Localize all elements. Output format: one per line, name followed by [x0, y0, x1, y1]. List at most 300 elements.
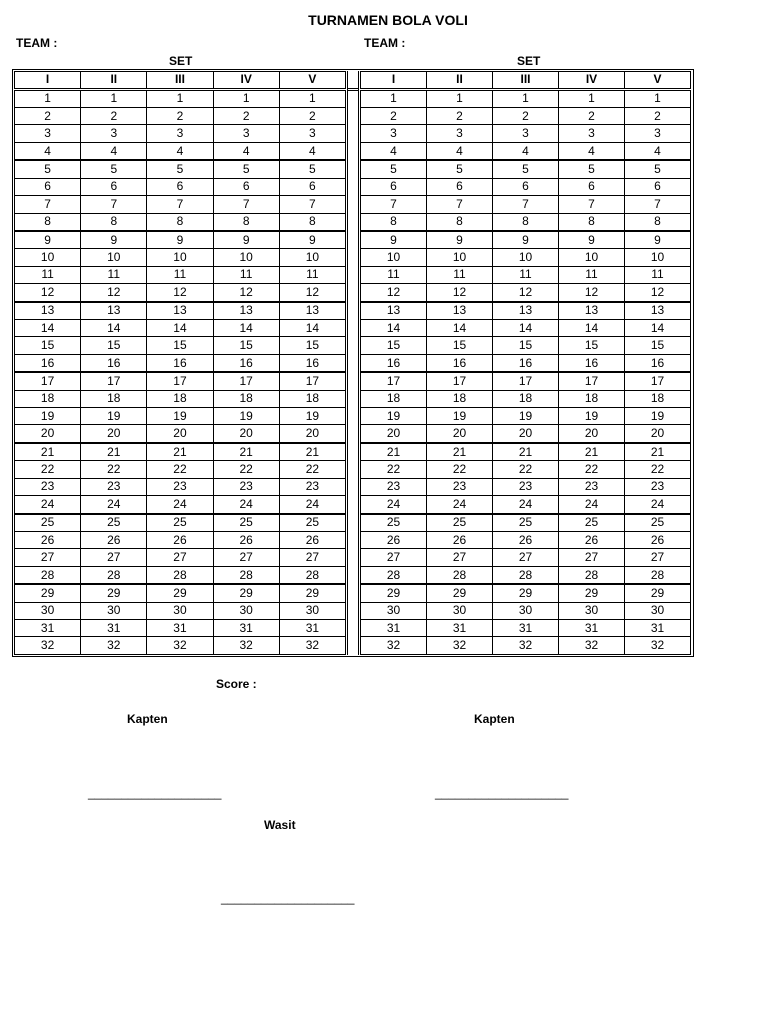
left-point-cell[interactable]: 15 [279, 337, 345, 354]
right-point-cell[interactable]: 28 [493, 566, 559, 584]
left-point-cell[interactable]: 23 [279, 478, 345, 495]
left-point-cell[interactable]: 3 [147, 125, 213, 142]
right-point-cell[interactable]: 25 [427, 514, 493, 532]
right-point-cell[interactable]: 27 [559, 549, 625, 566]
right-point-cell[interactable]: 22 [493, 461, 559, 478]
left-point-cell[interactable]: 2 [279, 108, 345, 125]
right-point-cell[interactable]: 26 [427, 531, 493, 548]
right-point-cell[interactable]: 3 [559, 125, 625, 142]
right-point-cell[interactable]: 31 [493, 620, 559, 637]
left-point-cell[interactable]: 12 [15, 284, 81, 302]
right-point-cell[interactable]: 3 [493, 125, 559, 142]
right-point-cell[interactable]: 30 [427, 602, 493, 619]
left-point-cell[interactable]: 18 [279, 390, 345, 407]
right-point-cell[interactable]: 1 [625, 89, 691, 107]
right-point-cell[interactable]: 29 [361, 584, 427, 602]
right-point-cell[interactable]: 2 [559, 108, 625, 125]
right-point-cell[interactable]: 20 [427, 425, 493, 443]
left-point-cell[interactable]: 18 [15, 390, 81, 407]
right-point-cell[interactable]: 22 [559, 461, 625, 478]
left-point-cell[interactable]: 4 [279, 142, 345, 160]
left-point-cell[interactable]: 21 [213, 443, 279, 461]
right-point-cell[interactable]: 13 [625, 302, 691, 320]
right-point-cell[interactable]: 24 [559, 496, 625, 514]
right-point-cell[interactable]: 6 [427, 178, 493, 195]
left-point-cell[interactable]: 19 [81, 408, 147, 425]
right-point-cell[interactable]: 2 [361, 108, 427, 125]
right-point-cell[interactable]: 21 [427, 443, 493, 461]
right-point-cell[interactable]: 26 [361, 531, 427, 548]
left-point-cell[interactable]: 1 [213, 89, 279, 107]
left-point-cell[interactable]: 18 [213, 390, 279, 407]
right-point-cell[interactable]: 16 [559, 354, 625, 372]
left-point-cell[interactable]: 3 [279, 125, 345, 142]
left-point-cell[interactable]: 29 [15, 584, 81, 602]
left-point-cell[interactable]: 27 [147, 549, 213, 566]
left-point-cell[interactable]: 6 [15, 178, 81, 195]
left-point-cell[interactable]: 13 [147, 302, 213, 320]
left-point-cell[interactable]: 27 [15, 549, 81, 566]
left-point-cell[interactable]: 14 [279, 320, 345, 337]
left-point-cell[interactable]: 7 [15, 196, 81, 213]
right-point-cell[interactable]: 9 [559, 231, 625, 249]
right-point-cell[interactable]: 28 [427, 566, 493, 584]
right-point-cell[interactable]: 27 [625, 549, 691, 566]
left-point-cell[interactable]: 7 [81, 196, 147, 213]
left-point-cell[interactable]: 8 [147, 213, 213, 231]
right-point-cell[interactable]: 32 [493, 637, 559, 655]
left-point-cell[interactable]: 29 [279, 584, 345, 602]
left-point-cell[interactable]: 32 [147, 637, 213, 655]
right-point-cell[interactable]: 22 [361, 461, 427, 478]
right-point-cell[interactable]: 19 [625, 408, 691, 425]
right-point-cell[interactable]: 24 [361, 496, 427, 514]
right-point-cell[interactable]: 23 [361, 478, 427, 495]
right-point-cell[interactable]: 32 [361, 637, 427, 655]
right-point-cell[interactable]: 5 [559, 160, 625, 178]
left-point-cell[interactable]: 25 [15, 514, 81, 532]
right-point-cell[interactable]: 9 [493, 231, 559, 249]
left-point-cell[interactable]: 10 [15, 249, 81, 266]
right-point-cell[interactable]: 14 [361, 320, 427, 337]
left-point-cell[interactable]: 17 [213, 372, 279, 390]
right-point-cell[interactable]: 30 [493, 602, 559, 619]
right-point-cell[interactable]: 30 [361, 602, 427, 619]
right-point-cell[interactable]: 25 [361, 514, 427, 532]
left-point-cell[interactable]: 3 [81, 125, 147, 142]
right-point-cell[interactable]: 18 [625, 390, 691, 407]
left-point-cell[interactable]: 15 [81, 337, 147, 354]
right-point-cell[interactable]: 3 [361, 125, 427, 142]
right-point-cell[interactable]: 18 [361, 390, 427, 407]
left-point-cell[interactable]: 8 [15, 213, 81, 231]
left-point-cell[interactable]: 15 [147, 337, 213, 354]
left-point-cell[interactable]: 30 [147, 602, 213, 619]
right-point-cell[interactable]: 29 [427, 584, 493, 602]
left-point-cell[interactable]: 9 [279, 231, 345, 249]
right-point-cell[interactable]: 6 [493, 178, 559, 195]
right-point-cell[interactable]: 25 [625, 514, 691, 532]
right-point-cell[interactable]: 13 [493, 302, 559, 320]
right-point-cell[interactable]: 2 [427, 108, 493, 125]
left-point-cell[interactable]: 20 [279, 425, 345, 443]
right-point-cell[interactable]: 27 [493, 549, 559, 566]
right-point-cell[interactable]: 23 [559, 478, 625, 495]
right-point-cell[interactable]: 30 [559, 602, 625, 619]
right-point-cell[interactable]: 10 [361, 249, 427, 266]
right-point-cell[interactable]: 19 [493, 408, 559, 425]
left-point-cell[interactable]: 15 [15, 337, 81, 354]
right-point-cell[interactable]: 1 [427, 89, 493, 107]
right-point-cell[interactable]: 10 [559, 249, 625, 266]
left-point-cell[interactable]: 25 [147, 514, 213, 532]
left-point-cell[interactable]: 25 [81, 514, 147, 532]
left-point-cell[interactable]: 26 [213, 531, 279, 548]
right-point-cell[interactable]: 10 [427, 249, 493, 266]
left-point-cell[interactable]: 11 [213, 266, 279, 283]
right-point-cell[interactable]: 11 [427, 266, 493, 283]
left-point-cell[interactable]: 22 [81, 461, 147, 478]
left-point-cell[interactable]: 13 [279, 302, 345, 320]
left-point-cell[interactable]: 15 [213, 337, 279, 354]
left-point-cell[interactable]: 2 [15, 108, 81, 125]
right-point-cell[interactable]: 6 [625, 178, 691, 195]
right-point-cell[interactable]: 13 [361, 302, 427, 320]
left-point-cell[interactable]: 16 [147, 354, 213, 372]
right-point-cell[interactable]: 23 [427, 478, 493, 495]
left-point-cell[interactable]: 16 [15, 354, 81, 372]
right-point-cell[interactable]: 22 [625, 461, 691, 478]
right-point-cell[interactable]: 31 [427, 620, 493, 637]
left-point-cell[interactable]: 5 [213, 160, 279, 178]
left-point-cell[interactable]: 7 [147, 196, 213, 213]
left-point-cell[interactable]: 23 [81, 478, 147, 495]
right-point-cell[interactable]: 18 [559, 390, 625, 407]
left-point-cell[interactable]: 14 [15, 320, 81, 337]
right-point-cell[interactable]: 20 [559, 425, 625, 443]
right-point-cell[interactable]: 26 [493, 531, 559, 548]
left-point-cell[interactable]: 28 [279, 566, 345, 584]
right-point-cell[interactable]: 1 [559, 89, 625, 107]
right-point-cell[interactable]: 16 [361, 354, 427, 372]
left-point-cell[interactable]: 7 [279, 196, 345, 213]
right-point-cell[interactable]: 17 [559, 372, 625, 390]
right-point-cell[interactable]: 21 [625, 443, 691, 461]
right-point-cell[interactable]: 21 [559, 443, 625, 461]
right-point-cell[interactable]: 7 [427, 196, 493, 213]
right-point-cell[interactable]: 31 [559, 620, 625, 637]
right-point-cell[interactable]: 7 [559, 196, 625, 213]
left-point-cell[interactable]: 21 [147, 443, 213, 461]
right-point-cell[interactable]: 17 [427, 372, 493, 390]
right-point-cell[interactable]: 9 [427, 231, 493, 249]
left-point-cell[interactable]: 18 [147, 390, 213, 407]
left-point-cell[interactable]: 14 [213, 320, 279, 337]
right-point-cell[interactable]: 14 [625, 320, 691, 337]
left-point-cell[interactable]: 9 [81, 231, 147, 249]
left-point-cell[interactable]: 28 [15, 566, 81, 584]
left-point-cell[interactable]: 18 [81, 390, 147, 407]
left-point-cell[interactable]: 10 [81, 249, 147, 266]
left-point-cell[interactable]: 2 [147, 108, 213, 125]
right-point-cell[interactable]: 28 [625, 566, 691, 584]
right-point-cell[interactable]: 19 [361, 408, 427, 425]
right-point-cell[interactable]: 25 [559, 514, 625, 532]
left-point-cell[interactable]: 5 [147, 160, 213, 178]
left-point-cell[interactable]: 30 [279, 602, 345, 619]
left-point-cell[interactable]: 27 [213, 549, 279, 566]
left-point-cell[interactable]: 28 [213, 566, 279, 584]
right-point-cell[interactable]: 27 [361, 549, 427, 566]
left-point-cell[interactable]: 32 [81, 637, 147, 655]
left-point-cell[interactable]: 6 [147, 178, 213, 195]
right-point-cell[interactable]: 24 [493, 496, 559, 514]
right-point-cell[interactable]: 5 [625, 160, 691, 178]
right-point-cell[interactable]: 15 [559, 337, 625, 354]
left-point-cell[interactable]: 14 [147, 320, 213, 337]
right-point-cell[interactable]: 1 [361, 89, 427, 107]
right-point-cell[interactable]: 4 [361, 142, 427, 160]
left-point-cell[interactable]: 1 [15, 89, 81, 107]
right-point-cell[interactable]: 32 [427, 637, 493, 655]
left-point-cell[interactable]: 26 [279, 531, 345, 548]
right-point-cell[interactable]: 27 [427, 549, 493, 566]
right-point-cell[interactable]: 30 [625, 602, 691, 619]
left-point-cell[interactable]: 24 [147, 496, 213, 514]
left-point-cell[interactable]: 1 [147, 89, 213, 107]
left-point-cell[interactable]: 31 [15, 620, 81, 637]
right-point-cell[interactable]: 29 [493, 584, 559, 602]
left-point-cell[interactable]: 31 [81, 620, 147, 637]
right-point-cell[interactable]: 4 [493, 142, 559, 160]
right-point-cell[interactable]: 25 [493, 514, 559, 532]
left-point-cell[interactable]: 7 [213, 196, 279, 213]
left-point-cell[interactable]: 12 [147, 284, 213, 302]
right-point-cell[interactable]: 11 [361, 266, 427, 283]
left-point-cell[interactable]: 24 [279, 496, 345, 514]
right-point-cell[interactable]: 22 [427, 461, 493, 478]
left-point-cell[interactable]: 21 [279, 443, 345, 461]
left-point-cell[interactable]: 22 [213, 461, 279, 478]
left-point-cell[interactable]: 9 [147, 231, 213, 249]
left-point-cell[interactable]: 20 [15, 425, 81, 443]
left-point-cell[interactable]: 8 [213, 213, 279, 231]
left-point-cell[interactable]: 32 [279, 637, 345, 655]
left-point-cell[interactable]: 23 [147, 478, 213, 495]
left-point-cell[interactable]: 22 [279, 461, 345, 478]
left-point-cell[interactable]: 28 [147, 566, 213, 584]
left-point-cell[interactable]: 26 [15, 531, 81, 548]
left-point-cell[interactable]: 27 [81, 549, 147, 566]
left-point-cell[interactable]: 5 [15, 160, 81, 178]
left-point-cell[interactable]: 6 [213, 178, 279, 195]
left-point-cell[interactable]: 2 [81, 108, 147, 125]
right-point-cell[interactable]: 11 [625, 266, 691, 283]
right-point-cell[interactable]: 21 [361, 443, 427, 461]
right-point-cell[interactable]: 4 [625, 142, 691, 160]
right-point-cell[interactable]: 32 [625, 637, 691, 655]
left-point-cell[interactable]: 4 [213, 142, 279, 160]
right-point-cell[interactable]: 18 [427, 390, 493, 407]
right-point-cell[interactable]: 5 [427, 160, 493, 178]
left-point-cell[interactable]: 30 [81, 602, 147, 619]
right-point-cell[interactable]: 26 [625, 531, 691, 548]
left-point-cell[interactable]: 13 [81, 302, 147, 320]
right-point-cell[interactable]: 24 [427, 496, 493, 514]
left-point-cell[interactable]: 1 [81, 89, 147, 107]
right-point-cell[interactable]: 11 [493, 266, 559, 283]
left-point-cell[interactable]: 24 [213, 496, 279, 514]
right-point-cell[interactable]: 20 [625, 425, 691, 443]
left-point-cell[interactable]: 17 [279, 372, 345, 390]
right-point-cell[interactable]: 32 [559, 637, 625, 655]
right-point-cell[interactable]: 3 [625, 125, 691, 142]
right-point-cell[interactable]: 11 [559, 266, 625, 283]
left-point-cell[interactable]: 32 [213, 637, 279, 655]
left-point-cell[interactable]: 19 [15, 408, 81, 425]
right-point-cell[interactable]: 7 [361, 196, 427, 213]
right-point-cell[interactable]: 23 [493, 478, 559, 495]
left-point-cell[interactable]: 29 [81, 584, 147, 602]
right-point-cell[interactable]: 31 [625, 620, 691, 637]
right-point-cell[interactable]: 13 [427, 302, 493, 320]
left-point-cell[interactable]: 3 [15, 125, 81, 142]
right-point-cell[interactable]: 10 [625, 249, 691, 266]
right-point-cell[interactable]: 18 [493, 390, 559, 407]
left-point-cell[interactable]: 21 [81, 443, 147, 461]
left-point-cell[interactable]: 20 [147, 425, 213, 443]
right-point-cell[interactable]: 9 [625, 231, 691, 249]
right-point-cell[interactable]: 14 [427, 320, 493, 337]
left-point-cell[interactable]: 21 [15, 443, 81, 461]
left-point-cell[interactable]: 22 [15, 461, 81, 478]
right-point-cell[interactable]: 7 [493, 196, 559, 213]
left-point-cell[interactable]: 30 [15, 602, 81, 619]
right-point-cell[interactable]: 2 [625, 108, 691, 125]
left-point-cell[interactable]: 13 [15, 302, 81, 320]
left-point-cell[interactable]: 4 [15, 142, 81, 160]
right-point-cell[interactable]: 29 [559, 584, 625, 602]
right-point-cell[interactable]: 20 [493, 425, 559, 443]
left-point-cell[interactable]: 13 [213, 302, 279, 320]
left-point-cell[interactable]: 31 [147, 620, 213, 637]
right-point-cell[interactable]: 29 [625, 584, 691, 602]
left-point-cell[interactable]: 11 [15, 266, 81, 283]
left-point-cell[interactable]: 23 [213, 478, 279, 495]
right-point-cell[interactable]: 19 [559, 408, 625, 425]
left-point-cell[interactable]: 29 [213, 584, 279, 602]
left-point-cell[interactable]: 30 [213, 602, 279, 619]
right-point-cell[interactable]: 8 [493, 213, 559, 231]
left-point-cell[interactable]: 23 [15, 478, 81, 495]
right-point-cell[interactable]: 20 [361, 425, 427, 443]
left-point-cell[interactable]: 9 [213, 231, 279, 249]
right-point-cell[interactable]: 1 [493, 89, 559, 107]
left-point-cell[interactable]: 32 [15, 637, 81, 655]
left-point-cell[interactable]: 10 [147, 249, 213, 266]
left-point-cell[interactable]: 14 [81, 320, 147, 337]
left-point-cell[interactable]: 3 [213, 125, 279, 142]
right-point-cell[interactable]: 8 [559, 213, 625, 231]
right-point-cell[interactable]: 28 [361, 566, 427, 584]
right-point-cell[interactable]: 14 [559, 320, 625, 337]
left-point-cell[interactable]: 31 [213, 620, 279, 637]
right-point-cell[interactable]: 16 [427, 354, 493, 372]
right-point-cell[interactable]: 6 [559, 178, 625, 195]
right-point-cell[interactable]: 8 [361, 213, 427, 231]
left-point-cell[interactable]: 16 [213, 354, 279, 372]
right-point-cell[interactable]: 17 [361, 372, 427, 390]
right-point-cell[interactable]: 16 [625, 354, 691, 372]
right-point-cell[interactable]: 19 [427, 408, 493, 425]
right-point-cell[interactable]: 31 [361, 620, 427, 637]
right-point-cell[interactable]: 10 [493, 249, 559, 266]
left-point-cell[interactable]: 19 [147, 408, 213, 425]
left-point-cell[interactable]: 17 [15, 372, 81, 390]
left-point-cell[interactable]: 4 [147, 142, 213, 160]
left-point-cell[interactable]: 12 [213, 284, 279, 302]
right-point-cell[interactable]: 6 [361, 178, 427, 195]
left-point-cell[interactable]: 25 [213, 514, 279, 532]
right-point-cell[interactable]: 15 [427, 337, 493, 354]
right-point-cell[interactable]: 15 [361, 337, 427, 354]
right-point-cell[interactable]: 17 [493, 372, 559, 390]
right-point-cell[interactable]: 8 [427, 213, 493, 231]
right-point-cell[interactable]: 15 [493, 337, 559, 354]
right-point-cell[interactable]: 7 [625, 196, 691, 213]
right-point-cell[interactable]: 23 [625, 478, 691, 495]
right-point-cell[interactable]: 21 [493, 443, 559, 461]
left-point-cell[interactable]: 19 [279, 408, 345, 425]
right-point-cell[interactable]: 28 [559, 566, 625, 584]
left-point-cell[interactable]: 19 [213, 408, 279, 425]
left-point-cell[interactable]: 20 [213, 425, 279, 443]
right-point-cell[interactable]: 12 [625, 284, 691, 302]
left-point-cell[interactable]: 29 [147, 584, 213, 602]
right-point-cell[interactable]: 13 [559, 302, 625, 320]
left-point-cell[interactable]: 17 [147, 372, 213, 390]
left-point-cell[interactable]: 28 [81, 566, 147, 584]
left-point-cell[interactable]: 26 [81, 531, 147, 548]
left-point-cell[interactable]: 24 [15, 496, 81, 514]
left-point-cell[interactable]: 25 [279, 514, 345, 532]
right-point-cell[interactable]: 12 [493, 284, 559, 302]
left-point-cell[interactable]: 8 [81, 213, 147, 231]
left-point-cell[interactable]: 12 [81, 284, 147, 302]
left-point-cell[interactable]: 10 [279, 249, 345, 266]
left-point-cell[interactable]: 26 [147, 531, 213, 548]
left-point-cell[interactable]: 10 [213, 249, 279, 266]
right-point-cell[interactable]: 9 [361, 231, 427, 249]
left-point-cell[interactable]: 27 [279, 549, 345, 566]
right-point-cell[interactable]: 16 [493, 354, 559, 372]
right-point-cell[interactable]: 12 [427, 284, 493, 302]
right-point-cell[interactable]: 3 [427, 125, 493, 142]
left-point-cell[interactable]: 5 [279, 160, 345, 178]
left-point-cell[interactable]: 11 [279, 266, 345, 283]
right-point-cell[interactable]: 15 [625, 337, 691, 354]
left-point-cell[interactable]: 9 [15, 231, 81, 249]
left-point-cell[interactable]: 17 [81, 372, 147, 390]
right-point-cell[interactable]: 17 [625, 372, 691, 390]
right-point-cell[interactable]: 12 [559, 284, 625, 302]
left-point-cell[interactable]: 31 [279, 620, 345, 637]
right-point-cell[interactable]: 2 [493, 108, 559, 125]
right-point-cell[interactable]: 12 [361, 284, 427, 302]
left-point-cell[interactable]: 2 [213, 108, 279, 125]
right-point-cell[interactable]: 14 [493, 320, 559, 337]
left-point-cell[interactable]: 6 [81, 178, 147, 195]
